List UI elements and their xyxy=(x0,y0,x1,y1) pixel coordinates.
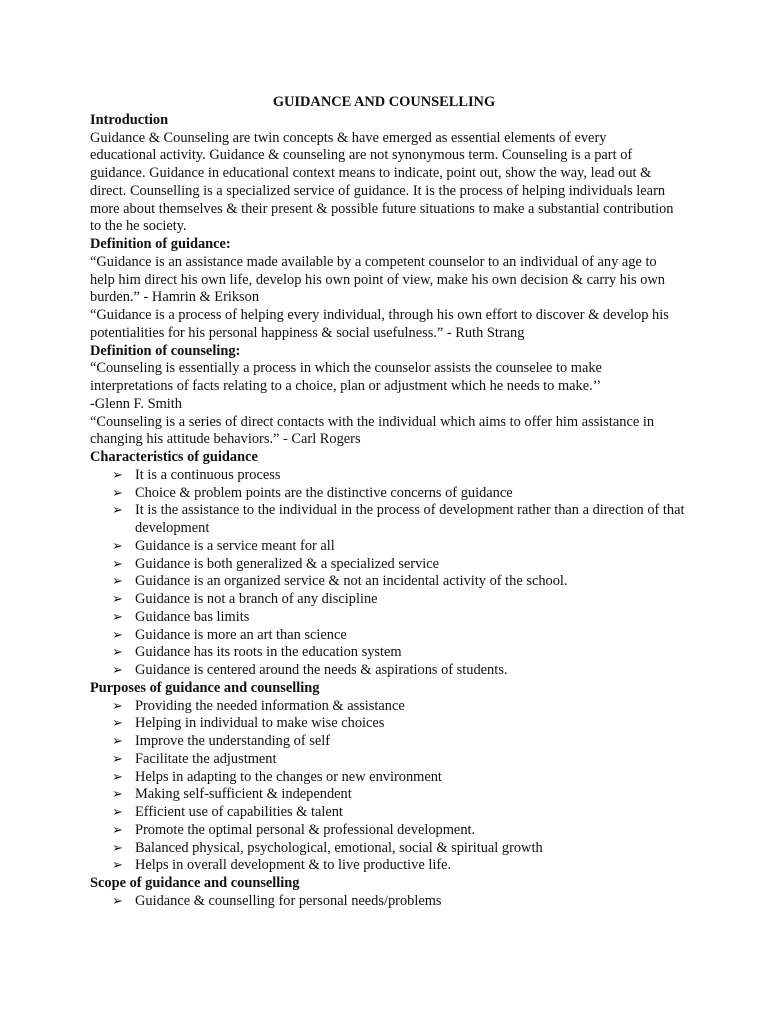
arrowhead-bullet-icon: ➢ xyxy=(112,805,123,820)
list-item-text: Guidance & counselling for personal needs/problems xyxy=(135,892,442,909)
arrowhead-bullet-icon: ➢ xyxy=(112,858,123,874)
list-item xyxy=(90,538,690,556)
list-item xyxy=(90,467,690,485)
arrowhead-bullet-icon: ➢ xyxy=(112,538,123,554)
arrowhead-bullet-icon: ➢ xyxy=(112,663,123,678)
list-item xyxy=(90,840,690,858)
list-item-text: Guidance is a service meant for all xyxy=(135,537,335,554)
list-item xyxy=(90,644,690,662)
list-item xyxy=(90,822,690,840)
arrowhead-bullet-icon: ➢ xyxy=(112,769,123,785)
arrowhead-bullet-icon: ➢ xyxy=(112,840,123,856)
arrowhead-bullet-icon: ➢ xyxy=(112,751,123,767)
arrowhead-bullet-icon: ➢ xyxy=(112,574,123,590)
list-item-text: Helps in adapting to the changes or new environment xyxy=(135,768,442,785)
scope-heading: Scope of guidance and counselling xyxy=(90,875,300,891)
list-item-text: Guidance has its roots in the education system xyxy=(135,644,402,661)
arrowhead-bullet-icon: ➢ xyxy=(112,485,123,501)
arrowhead-bullet-icon: ➢ xyxy=(112,787,123,803)
definition-counseling-heading: Definition of counseling: xyxy=(90,342,241,359)
list-item-text: Providing the needed information & assistance xyxy=(135,697,405,714)
arrowhead-bullet-icon: ➢ xyxy=(112,893,123,909)
list-item xyxy=(90,627,690,645)
list-item-text: Guidance is an organized service & not an incidental activity of the school. xyxy=(135,573,568,590)
arrowhead-bullet-icon: ➢ xyxy=(112,734,123,749)
list-item-text: Choice & problem points are the distinctive concerns of guidance xyxy=(135,484,513,501)
introduction-paragraph: Guidance & Counseling are twin concepts & have emerged as essential elements of every educational activity. Guidance & counseling are not synonymous term. Counseling is a part of guidance. Guidance in educational context means to indicate, point out, show the way, lead out & direct. Counselling is a specialized service of guidance. It is the process of helping individuals learn more about themselves & their present & possible future situations to make a substantial contribution to the he society. xyxy=(90,129,674,235)
list-item-text: Promote the optimal personal & professional development. xyxy=(135,821,476,838)
arrowhead-bullet-icon: ➢ xyxy=(112,609,123,625)
list-item-text: Facilitate the adjustment xyxy=(135,750,277,767)
list-item xyxy=(90,662,690,680)
definition-guidance-heading: Definition of guidance: xyxy=(90,236,231,252)
list-item-text: Guidance is not a branch of any discipline xyxy=(135,591,378,607)
list-item xyxy=(90,804,690,822)
list-item xyxy=(90,786,690,804)
list-item-text: Efficient use of capabilities & talent xyxy=(135,804,343,820)
list-item xyxy=(90,485,690,503)
list-item-text: It is a continuous process xyxy=(135,466,281,483)
list-item-text: Guidance is centered around the needs & aspirations of students. xyxy=(135,662,508,678)
document-body xyxy=(90,94,690,911)
list-item xyxy=(90,715,690,733)
list-item xyxy=(90,502,690,538)
purposes-list xyxy=(90,698,690,876)
list-item xyxy=(90,609,690,627)
characteristics-heading: Characteristics of guidance xyxy=(90,449,258,465)
arrowhead-bullet-icon: ➢ xyxy=(112,503,123,519)
counseling-definition-quote-rogers: “Counseling is a series of direct contacts with the individual which aims to offer him assistance in changing his attitude behaviors.” - Carl Rogers xyxy=(90,413,655,448)
list-item xyxy=(90,573,690,591)
counseling-definition-attribution-smith: -Glenn F. Smith xyxy=(90,395,182,412)
counseling-definition-quote-smith: “Counseling is essentially a process in which the counselor assists the counselee to make interpretations of facts relating to a choice, plan or adjustment which he needs to make.’’ xyxy=(90,360,602,394)
list-item xyxy=(90,893,690,911)
list-item xyxy=(90,591,690,609)
list-item-text: Making self-sufficient & independent xyxy=(135,786,352,803)
scope-list xyxy=(90,893,690,911)
purposes-heading: Purposes of guidance and counselling xyxy=(90,679,320,696)
guidance-definition-quote-strang: “Guidance is a process of helping every individual, through his own effort to discover & develop his potentialities for his personal happiness & social usefulness.” - Ruth Strang xyxy=(90,307,669,341)
list-item-text: Improve the understanding of self xyxy=(135,733,331,749)
introduction-heading: Introduction xyxy=(90,111,169,128)
list-item-text: Helping in individual to make wise choices xyxy=(135,715,385,732)
list-item xyxy=(90,751,690,769)
list-item xyxy=(90,857,690,875)
list-item-text: Guidance is both generalized & a specialized service xyxy=(135,555,440,572)
characteristics-list xyxy=(90,467,690,680)
list-item xyxy=(90,733,690,751)
list-item-text: It is the assistance to the individual in the process of development rather than a direction of that development xyxy=(135,502,685,536)
document-title: GUIDANCE AND COUNSELLING xyxy=(272,94,496,110)
arrowhead-bullet-icon: ➢ xyxy=(112,467,123,483)
arrowhead-bullet-icon: ➢ xyxy=(112,627,123,643)
arrowhead-bullet-icon: ➢ xyxy=(112,556,123,572)
arrowhead-bullet-icon: ➢ xyxy=(112,716,123,732)
guidance-definition-quote-hamrin: “Guidance is an assistance made available by a competent counselor to an individual of any age to help him direct his own life, develop his own point of view, make his own decision & carry his own burden.” - Hamrin & Erikson xyxy=(90,253,665,306)
arrowhead-bullet-icon: ➢ xyxy=(112,592,123,607)
arrowhead-bullet-icon: ➢ xyxy=(112,645,123,661)
arrowhead-bullet-icon: ➢ xyxy=(112,698,123,714)
list-item xyxy=(90,698,690,716)
list-item-text: Guidance is more an art than science xyxy=(135,626,347,643)
list-item-text: Helps in overall development & to live productive life. xyxy=(135,857,452,874)
list-item-text: Guidance bas limits xyxy=(135,608,250,625)
list-item xyxy=(90,769,690,787)
list-item xyxy=(90,556,690,574)
list-item-text: Balanced physical, psychological, emotional, social & spiritual growth xyxy=(135,839,543,856)
arrowhead-bullet-icon: ➢ xyxy=(112,822,123,838)
